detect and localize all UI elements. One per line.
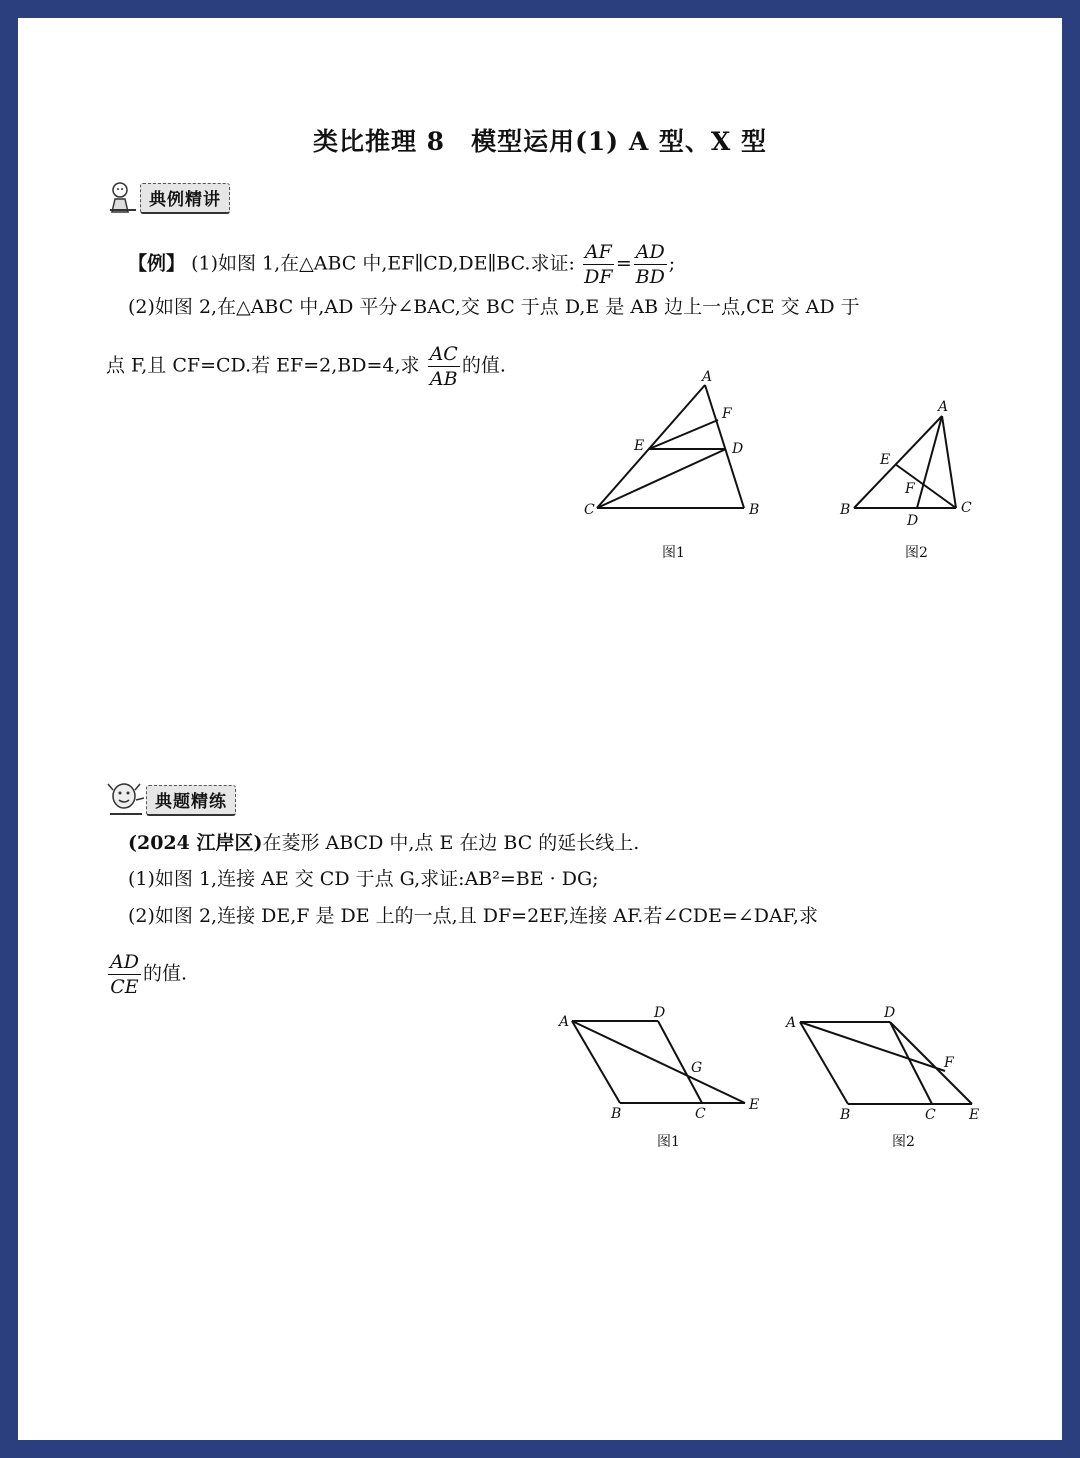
example-section-tag bbox=[106, 180, 230, 214]
segment-cd bbox=[597, 449, 726, 508]
fraction-denominator: CE bbox=[110, 976, 139, 998]
example-label: 【例】 bbox=[128, 252, 186, 275]
fraction-numerator: AF bbox=[584, 241, 612, 263]
point-label-b: B bbox=[749, 502, 760, 518]
practice-section-tag bbox=[106, 778, 236, 816]
point-label-e: E bbox=[969, 1107, 980, 1123]
example-section-label: 典例精讲 bbox=[140, 183, 230, 214]
point-label-c: C bbox=[961, 500, 972, 516]
point-label-e: E bbox=[749, 1097, 760, 1113]
point-label-d: D bbox=[884, 1005, 896, 1021]
page-title: 类比推理 8 模型运用(1) A 型、X 型 bbox=[312, 127, 768, 156]
fraction-ad-bd bbox=[634, 240, 667, 289]
point-label-g: G bbox=[691, 1060, 703, 1076]
point-label-a: A bbox=[786, 1015, 797, 1031]
example-part1-text: (1)如图 1,在△ABC 中,EF∥CD,DE∥BC.求证: bbox=[191, 252, 575, 275]
segment-dc bbox=[890, 1022, 932, 1104]
practice-figure-1-caption: 图1 bbox=[657, 1134, 680, 1150]
practice-intro-text: 在菱形 ABCD 中,点 E 在边 BC 的延长线上. bbox=[262, 832, 640, 854]
example-part1 bbox=[128, 240, 675, 289]
segment-de bbox=[890, 1022, 972, 1104]
practice-source: (2024 江岸区) bbox=[128, 832, 263, 854]
point-label-d: D bbox=[732, 441, 744, 457]
example-part1-end: ; bbox=[668, 252, 676, 275]
practice-figure-2-caption: 图2 bbox=[892, 1134, 915, 1150]
point-label-b: B bbox=[611, 1106, 622, 1122]
point-label-f: F bbox=[944, 1055, 954, 1071]
segment-ac bbox=[942, 416, 956, 508]
fraction-denominator: BD bbox=[635, 266, 665, 288]
example-figure-1-caption: 图1 bbox=[662, 545, 685, 561]
fraction-denominator: AB bbox=[429, 368, 458, 390]
example-part2-line1: (2)如图 2,在△ABC 中,AD 平分∠BAC,交 BC 于点 D,E 是 AB 边上一点,CE 交 AD 于 bbox=[128, 296, 860, 318]
example-figure-1 bbox=[570, 360, 770, 560]
point-label-d: D bbox=[654, 1005, 666, 1021]
fraction-ac-ab bbox=[428, 342, 460, 391]
point-label-e: E bbox=[634, 438, 645, 454]
practice-question-2-line1: (2)如图 2,连接 DE,F 是 DE 上的一点,且 DF=2EF,连接 AF.若∠CDE=∠DAF,求 bbox=[128, 905, 818, 927]
point-label-c: C bbox=[584, 502, 595, 518]
fraction-numerator: AD bbox=[635, 241, 665, 263]
point-label-b: B bbox=[840, 1107, 851, 1123]
point-label-a: A bbox=[559, 1014, 570, 1030]
point-label-d: D bbox=[907, 513, 919, 529]
practice-intro bbox=[128, 828, 639, 858]
page bbox=[18, 18, 1062, 1440]
practice-section-label: 典题精练 bbox=[146, 785, 236, 816]
segment-ef bbox=[649, 420, 718, 449]
fraction-af-df bbox=[583, 240, 614, 289]
segment-ab bbox=[800, 1022, 848, 1104]
point-label-c: C bbox=[925, 1107, 936, 1123]
practice-question-2-end: 的值. bbox=[142, 962, 188, 985]
practice-figure-1 bbox=[550, 1000, 780, 1125]
point-label-f: F bbox=[905, 481, 915, 497]
point-label-a: A bbox=[702, 369, 713, 385]
fraction-numerator: AD bbox=[110, 951, 139, 973]
example-part2-text: 点 F,且 CF=CD.若 EF=2,BD=4,求 bbox=[106, 354, 420, 377]
practice-question-2-line2 bbox=[106, 950, 187, 999]
equals-sign: = bbox=[615, 252, 632, 275]
fraction-ad-ce bbox=[108, 950, 141, 999]
practice-question-1: (1)如图 1,连接 AE 交 CD 于点 G,求证:AB²=BE · DG; bbox=[128, 868, 599, 890]
point-label-a: A bbox=[938, 399, 949, 415]
segment-af bbox=[800, 1022, 945, 1071]
example-figure-2 bbox=[830, 390, 990, 540]
segment-ac bbox=[597, 385, 705, 508]
practice-figure-2 bbox=[780, 1000, 1000, 1125]
example-part2-end: 的值. bbox=[461, 354, 506, 377]
segment-ae bbox=[572, 1021, 745, 1103]
example-part2-line2 bbox=[106, 342, 506, 391]
example-figure-2-caption: 图2 bbox=[905, 545, 928, 561]
point-label-e: E bbox=[880, 452, 891, 468]
fraction-denominator: DF bbox=[584, 266, 613, 288]
point-label-c: C bbox=[695, 1106, 706, 1122]
point-label-b: B bbox=[840, 502, 851, 518]
student-icon bbox=[106, 180, 140, 214]
fraction-numerator: AC bbox=[429, 343, 458, 365]
mascot-icon bbox=[106, 778, 146, 816]
point-label-f: F bbox=[722, 406, 732, 422]
